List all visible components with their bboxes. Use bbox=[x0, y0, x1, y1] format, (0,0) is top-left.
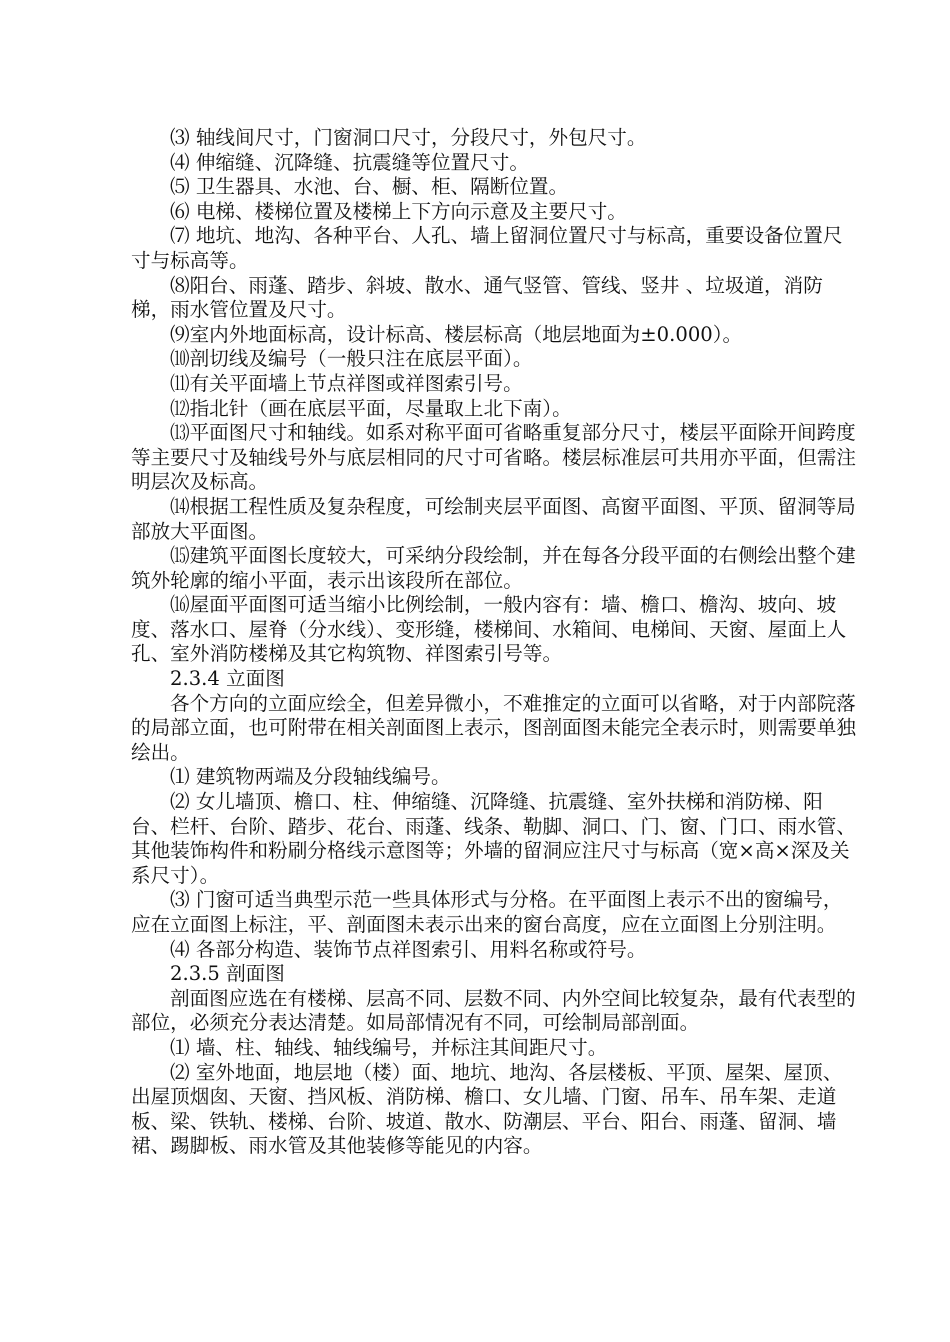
paragraph-section-intro: 剖面图应选在有楼梯、层高不同、层数不同、内外空间比较复杂，最有代表型的部位，必须充分表达清楚。如局部情况有不同，可绘制局部剖面。 bbox=[131, 986, 856, 1035]
paragraph-item-3-dimensions: ⑶ 轴线间尺寸，门窗洞口尺寸，分段尺寸，外包尺寸。 bbox=[170, 126, 647, 149]
section-heading-elevation: 2.3.4 立面图 bbox=[170, 667, 285, 691]
paragraph-item-8-balcony: ⑻阳台、雨蓬、踏步、斜坡、散水、通气竖管、管线、竖井 、垃圾道，消防梯，雨水管位置及尺寸。 bbox=[131, 273, 823, 322]
paragraph-item-12-north-arrow: ⑿指北针（画在底层平面，尽量取上北下南）。 bbox=[170, 396, 572, 420]
paragraph-elevation-item-3: ⑶ 门窗可适当典型示范一些具体形式与分格。在平面图上表示不出的窗编号，应在立面图上标注，平、剖面图未表示出来的窗台高度，应在立面图上分别注明。 bbox=[131, 888, 843, 936]
paragraph-item-10-section-line: ⑽剖切线及编号（一般只注在底层平面）。 bbox=[170, 347, 533, 371]
paragraph-item-5-fixtures: ⑸ 卫生器具、水池、台、橱、柜、隔断位置。 bbox=[170, 175, 569, 199]
paragraph-elevation-item-4: ⑷ 各部分构造、装饰节点祥图索引、用料名称或符号。 bbox=[170, 937, 647, 961]
paragraph-item-13-plan-dimensions: ⒀平面图尺寸和轴线。如系对称平面可省略重复部分尺寸，楼层平面除开间跨度等主要尺寸及轴线号外与底层相同的尺寸可省略。楼层标准层可共用亦平面，但需注明层次及标高。 bbox=[131, 421, 856, 494]
document-page bbox=[131, 126, 859, 1159]
paragraph-item-15-segmented-plan: ⒂建筑平面图长度较大，可采纳分段绘制，并在每各分段平面的右侧绘出整个建筑外轮廓的缩小平面，表示出该段所在部位。 bbox=[131, 544, 856, 592]
paragraph-elevation-item-2: ⑵ 女儿墙顶、檐口、柱、伸缩缝、沉降缝、抗震缝、室外扶梯和消防梯、阳台、栏杆、台阶、踏步、花台、雨蓬、线条、勒脚、洞口、门、窗、门口、雨水管、其他装饰构件和粉刷分格线示意图等；外墙的留洞应注尺寸与标高（宽×高×深及关系尺寸）。 bbox=[131, 790, 856, 887]
paragraph-elevation-intro: 各个方向的立面应绘全，但差异微小，不难推定的立面可以省略，对于内部院落的局部立面，也可附带在相关剖面图上表示，图剖面图未能完全表示时，则需要单独绘出。 bbox=[131, 691, 856, 764]
paragraph-item-11-detail-index: ⑾有关平面墙上节点祥图或祥图索引号。 bbox=[170, 371, 523, 395]
paragraph-section-item-2: ⑵ 室外地面，地层地（楼）面、地坑、地沟、各层楼板、平顶、屋架、屋顶、出屋顶烟囱、天窗、挡风板、消防梯、檐口、女儿墙、门窗、吊车、吊车架、走道板、梁、铁轨、楼梯、台阶、坡道、散水、防潮层、平台、阳台、雨蓬、留洞、墙裙、踢脚板、雨水管及其他装修等能见的内容。 bbox=[131, 1060, 843, 1158]
paragraph-item-4-joints: ⑷ 伸缩缝、沉降缝、抗震缝等位置尺寸。 bbox=[170, 150, 529, 174]
paragraph-elevation-item-1: ⑴ 建筑物两端及分段轴线编号。 bbox=[170, 765, 451, 789]
paragraph-item-6-stairs: ⑹ 电梯、楼梯位置及楼梯上下方向示意及主要尺寸。 bbox=[170, 199, 627, 223]
section-heading-section: 2.3.5 剖面图 bbox=[170, 962, 285, 986]
paragraph-item-7-pits: ⑺ 地坑、地沟、各种平台、人孔、墙上留洞位置尺寸与标高，重要设备位置尺寸与标高等。 bbox=[131, 224, 843, 272]
paragraph-item-9-elevation: ⑼室内外地面标高，设计标高、楼层标高（地层地面为±0.000）。 bbox=[170, 322, 743, 346]
paragraph-section-item-1: ⑴ 墙、柱、轴线、轴线编号，并标注其间距尺寸。 bbox=[170, 1035, 608, 1059]
paragraph-item-14-enlarged-plans: ⒁根据工程性质及复杂程度，可绘制夹层平面图、高窗平面图、平顶、留洞等局部放大平面图。 bbox=[131, 494, 856, 543]
paragraph-item-16-roof-plan: ⒃屋面平面图可适当缩小比例绘制，一般内容有：墙、檐口、檐沟、坡向、坡度、落水口、屋脊（分水线）、变形缝，楼梯间、水箱间、电梯间、天窗、屋面上人孔、室外消防楼梯及其它构筑物、祥图索引号等。 bbox=[131, 593, 847, 666]
